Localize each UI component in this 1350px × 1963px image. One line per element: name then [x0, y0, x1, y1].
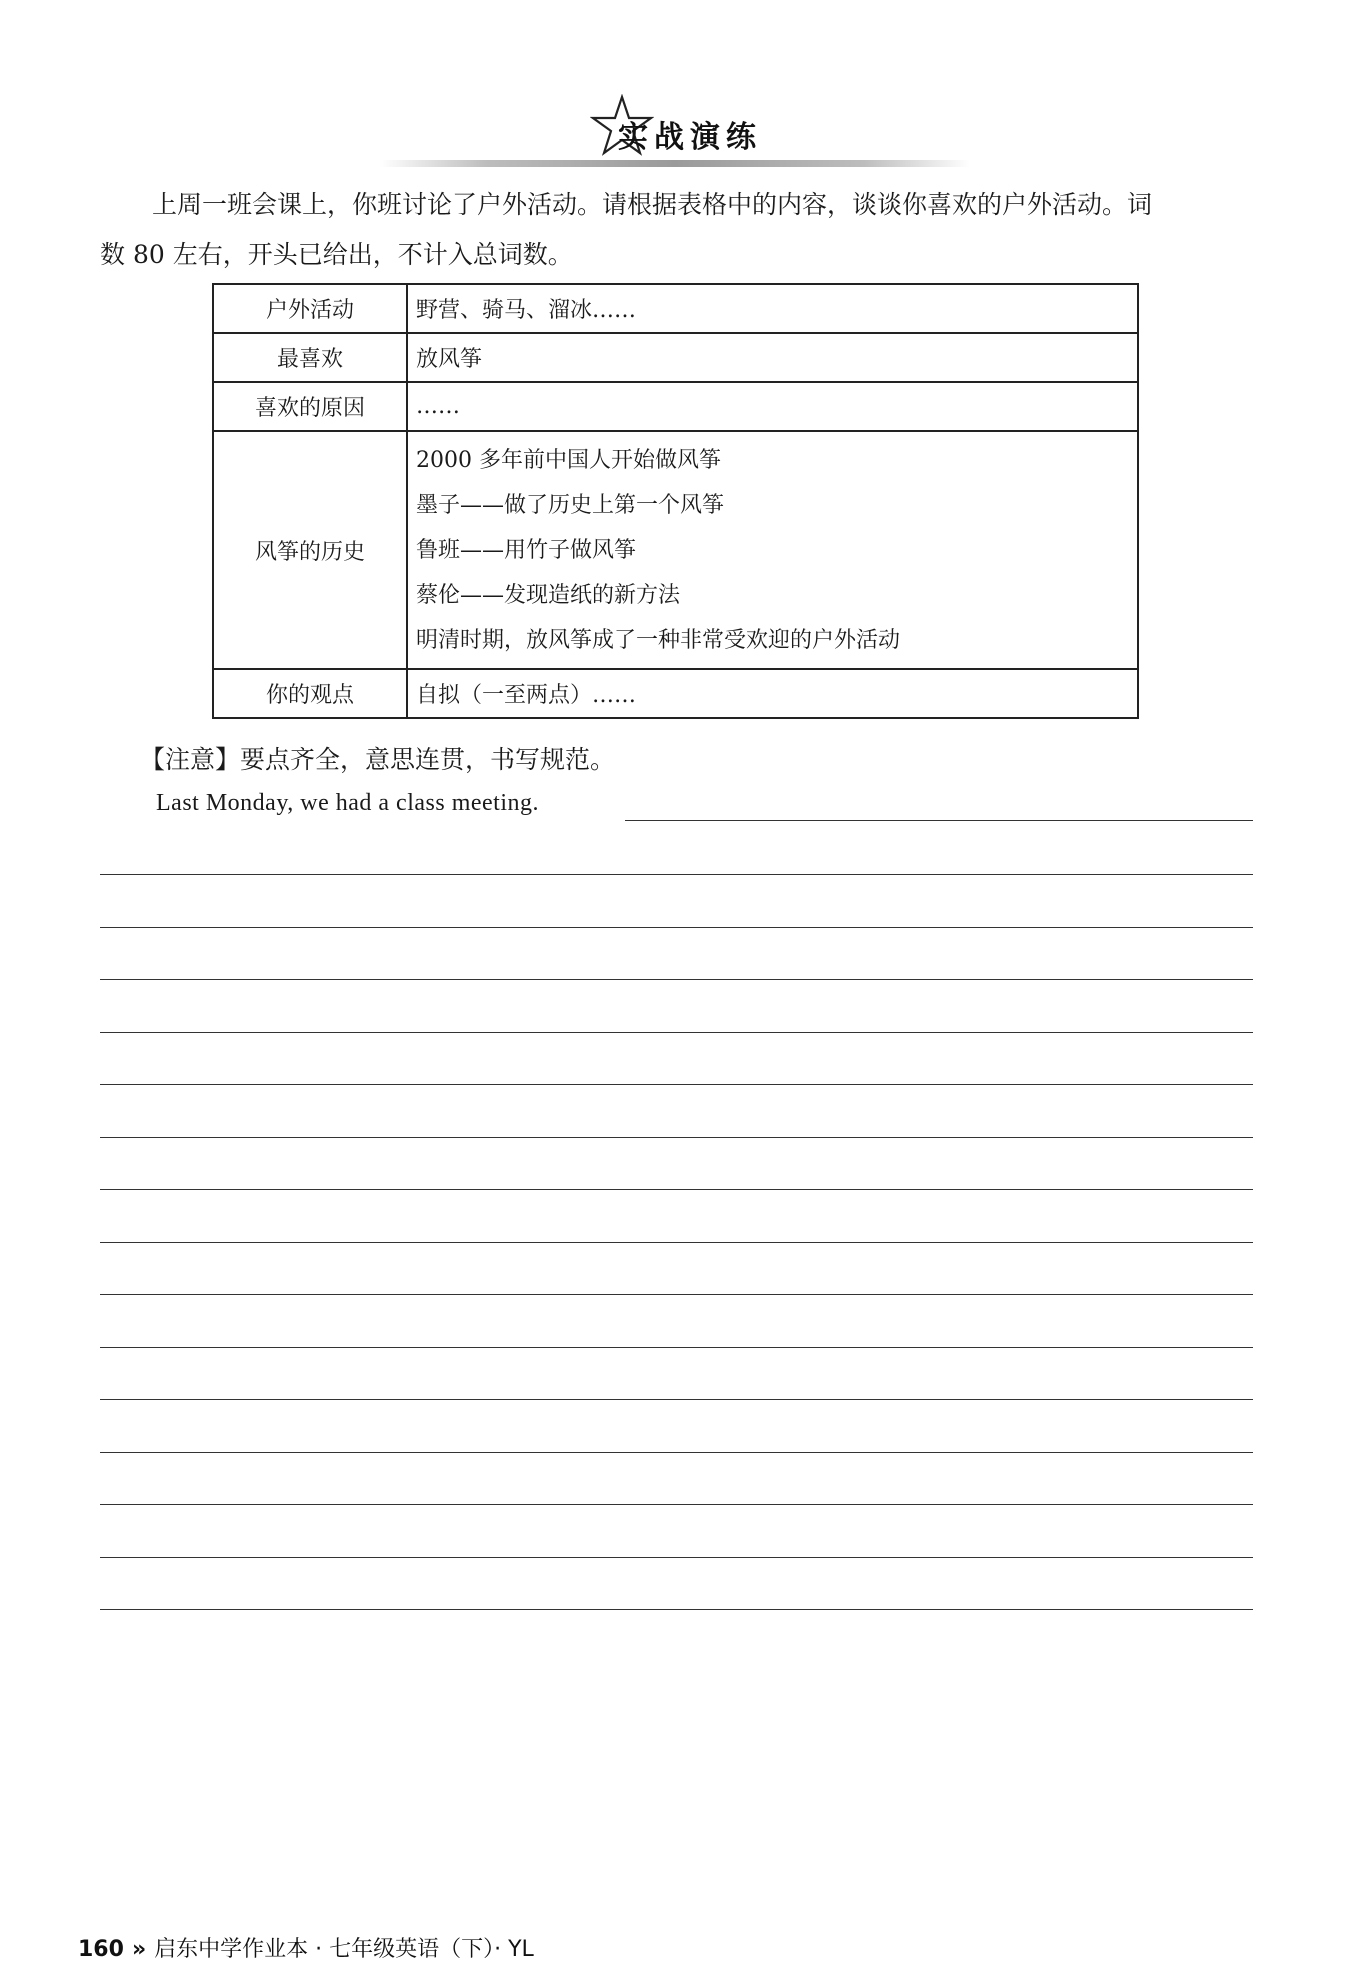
row-content: 野营、骑马、溜冰……: [407, 284, 1138, 333]
answer-line[interactable]: [100, 1557, 1253, 1558]
note-text: 【注意】要点齐全，意思连贯，书写规范。: [140, 745, 616, 774]
row-label: 最喜欢: [213, 333, 407, 382]
history-line: 2000 多年前中国人开始做风筝: [416, 447, 721, 473]
answer-line[interactable]: [100, 1504, 1253, 1505]
answer-line-first[interactable]: [625, 820, 1253, 821]
history-line: 明清时期，放风筝成了一种非常受欢迎的户外活动: [416, 627, 901, 653]
row-label: 喜欢的原因: [213, 382, 407, 431]
section-banner: [380, 92, 970, 172]
history-line: 墨子——做了历史上第一个风筝: [416, 492, 725, 518]
section-title: 实战演练: [618, 120, 762, 155]
prompt-paragraph: [100, 180, 1260, 280]
row-label: 风筝的历史: [213, 431, 407, 669]
answer-line[interactable]: [100, 1452, 1253, 1453]
answer-line[interactable]: [100, 927, 1253, 928]
starter-sentence: Last Monday, we had a class meeting.: [156, 790, 540, 816]
answer-line[interactable]: [100, 1242, 1253, 1243]
table-row: [213, 333, 1138, 382]
row-label: 你的观点: [213, 669, 407, 718]
banner-divider: [380, 160, 970, 167]
answer-line[interactable]: [100, 1399, 1253, 1400]
answer-line[interactable]: [100, 1294, 1253, 1295]
book-title: 启东中学作业本 · 七年级英语（下）· YL: [154, 1937, 534, 1962]
answer-line[interactable]: [100, 874, 1253, 875]
row-content: ……: [407, 382, 1138, 431]
row-label: 户外活动: [213, 284, 407, 333]
history-line: 鲁班——用竹子做风筝: [416, 537, 637, 563]
answer-line[interactable]: [100, 979, 1253, 980]
kite-history-cell: [407, 431, 1138, 669]
table-row: [213, 382, 1138, 431]
prompt-line-1: 上周一班会课上，你班讨论了户外活动。请根据表格中的内容，谈谈你喜欢的户外活动。词: [152, 190, 1153, 219]
row-content: 放风筝: [407, 333, 1138, 382]
row-content: 自拟（一至两点）……: [407, 669, 1138, 718]
table-row: [213, 669, 1138, 718]
double-chevron-icon: »: [131, 1937, 147, 1962]
answer-line[interactable]: [100, 1189, 1253, 1190]
answer-line[interactable]: [100, 1347, 1253, 1348]
answer-line[interactable]: [100, 1032, 1253, 1033]
history-line: 蔡伦——发现造纸的新方法: [416, 582, 681, 608]
answer-line[interactable]: [100, 1137, 1253, 1138]
page-number: 160: [78, 1937, 124, 1962]
activity-table: [212, 283, 1139, 719]
answer-line[interactable]: [100, 1084, 1253, 1085]
prompt-line-2: 数 80 左右，开头已给出，不计入总词数。: [100, 240, 573, 269]
table-row: [213, 284, 1138, 333]
table-row: [213, 431, 1138, 669]
answer-line[interactable]: [100, 1609, 1253, 1610]
page-footer: [78, 1932, 534, 1963]
